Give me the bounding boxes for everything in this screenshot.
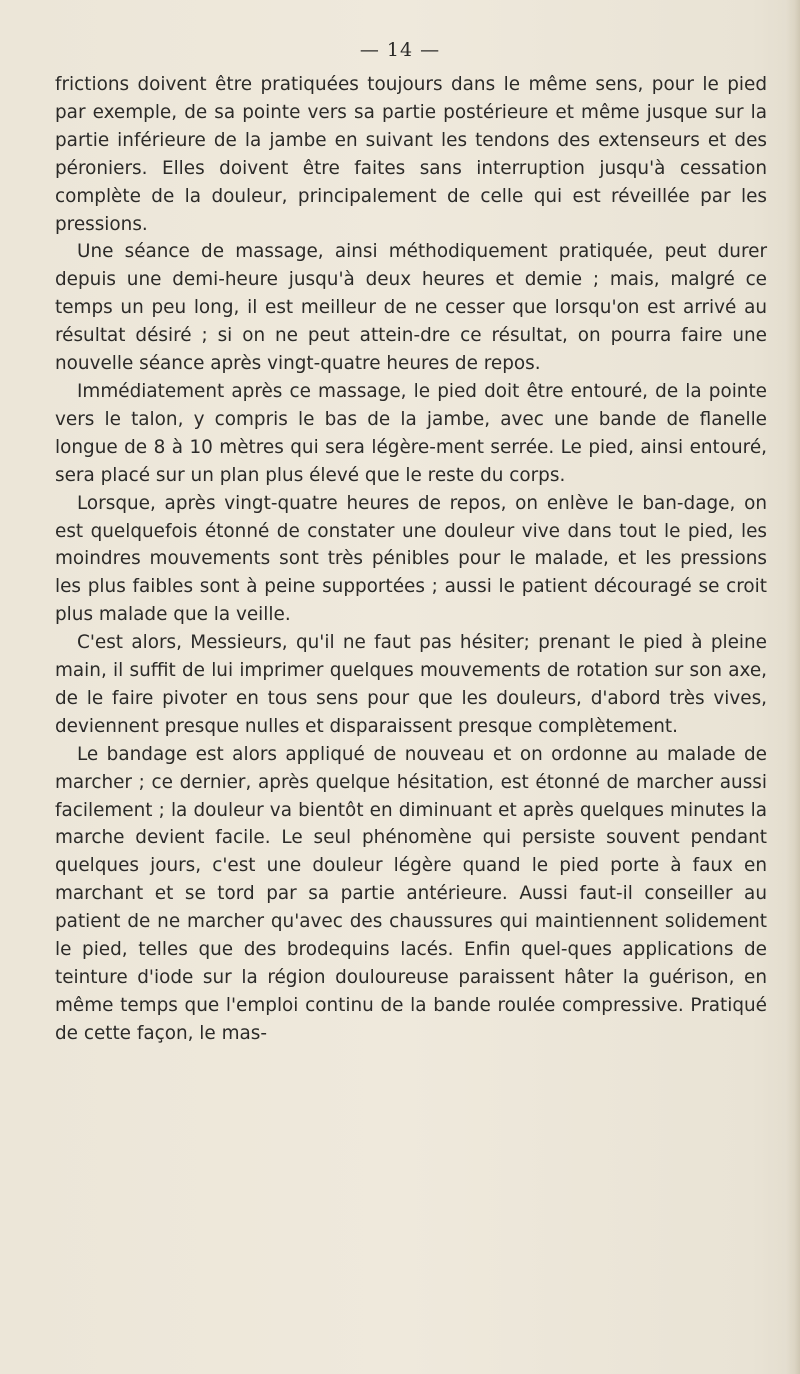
paragraph: Une séance de massage, ainsi méthodiquement pratiquée, peut durer depuis une demi-heure jusqu'à deux heures et demie ; mais, malgré ce temps un peu long, il est meilleur de ne cesser que lorsqu'on est arrivé au résultat désiré ; si on ne peut attein-dre ce résultat, on pourra faire une nouvelle séance après vingt-quatre heures de repos. — [55, 241, 767, 375]
page-text — [55, 71, 767, 1048]
paragraph: frictions doivent être pratiquées toujours dans le même sens, pour le pied par exemple, de sa pointe vers sa partie postérieure et même jusque sur la partie inférieure de la jambe en suivant les tendons des extenseurs et des péroniers. Elles doivent être faites sans interruption jusqu'à cessation complète de la douleur, principalement de celle qui est réveillée par les pressions. — [55, 74, 767, 235]
page-edge-shadow — [786, 0, 800, 1374]
paragraph: Lorsque, après vingt-quatre heures de repos, on enlève le ban-dage, on est quelquefois étonné de constater une douleur vive dans tout le pied, les moindres mouvements sont très pénibles pour le malade, et les pressions les plus faibles sont à peine supportées ; aussi le patient découragé se croit plus malade que la veille. — [55, 492, 767, 626]
paragraph: C'est alors, Messieurs, qu'il ne faut pas hésiter; prenant le pied à pleine main, il suffit de lui imprimer quelques mouvements de rotation sur son axe, de le faire pivoter en tous sens pour que les douleurs, d'abord très vives, deviennent presque nulles et disparaissent presque complètement. — [55, 632, 767, 737]
page-number: — 14 — — [359, 39, 441, 61]
paragraph: Le bandage est alors appliqué de nouveau et on ordonne au malade de marcher ; ce dernier, après quelque hésitation, est étonné de marcher aussi facilement ; la douleur va bientôt en diminuant et après quelques minutes la marche devient facile. Le seul phénomène qui persiste souvent pendant quelques jours, c'est une douleur légère quand le pied porte à faux en marchant et se tord par sa partie antérieure. Aussi faut-il conseiller au patient de ne marcher qu'avec des chaussures qui maintiennent solidement le pied, telles que des brodequins lacés. Enfin quel-ques applications de teinture d'iode sur la région douloureuse paraissent hâter la guérison, en même temps que l'emploi continu de la bande roulée compressive. Pratiqué de cette façon, le mas- — [55, 743, 767, 1044]
paragraph: Immédiatement après ce massage, le pied doit être entouré, de la pointe vers le talon, y compris le bas de la jambe, avec une bande de flanelle longue de 8 à 10 mètres qui sera légère-ment serrée. Le pied, ainsi entouré, sera placé sur un plan plus élevé que le reste du corps. — [55, 380, 767, 486]
